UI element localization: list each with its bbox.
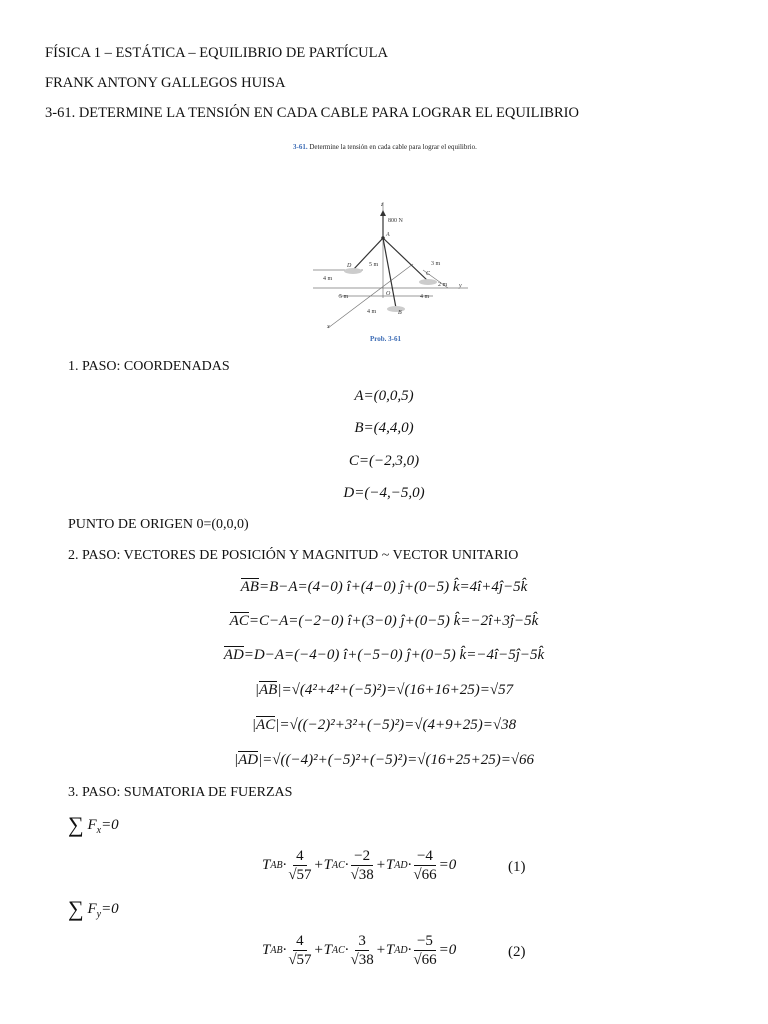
step-2-heading: 2. PASO: VECTORES DE POSICIÓN Y MAGNITUD ~ VECTOR UNITARIO bbox=[68, 548, 519, 563]
equation-2: T AB · 4 √57 + T AC · 3 √38 + T AD · $\frac{-5}{√66}$ =0 bbox=[262, 933, 457, 968]
dim-label-4: 2 m bbox=[438, 282, 448, 288]
magnitude-ac: |AC|=√((−2)²+3²+(−5)²)=√(4+9+25)=√38 bbox=[251, 717, 517, 733]
magnitude-ac-expr: |=√((−2)²+3²+(−5)²)=√(4+9+25)=√38 bbox=[275, 717, 517, 733]
author-name: FRANK ANTONY GALLEGOS HUISA bbox=[45, 75, 286, 91]
dim-label-3: 3 m bbox=[431, 261, 441, 267]
coord-b: B=(4,4,0) bbox=[354, 420, 414, 436]
equation-1-tag: (1) bbox=[508, 859, 526, 875]
dim-label-2: 5 m bbox=[369, 262, 379, 268]
step-1-heading: 1. PASO: COORDENADAS bbox=[68, 359, 230, 374]
figure-diagram bbox=[283, 138, 488, 350]
dim-label-6: 4 m bbox=[420, 294, 430, 300]
axis-label-y: y bbox=[459, 283, 462, 289]
point-label-a: A bbox=[386, 232, 390, 238]
figure-caption-text: Determine la tensión en cada cable para lograr el equilibrio. bbox=[309, 143, 477, 151]
dim-label-7: 4 m bbox=[367, 309, 377, 315]
point-label-c: C bbox=[426, 271, 431, 277]
origin-point: PUNTO DE ORIGEN 0=(0,0,0) bbox=[68, 517, 249, 532]
equation-1: T AB · 4 √57 + T AC · −2 √38 + T AD · $\frac{-4}{√66}$ =0 bbox=[262, 848, 457, 883]
vector-ac: AC=C−A=(−2−0) î+(3−0) ĵ+(0−5) k̂=−2î+3ĵ−5k̂ bbox=[229, 613, 539, 629]
equation-2-tag: (2) bbox=[508, 944, 526, 960]
magnitude-ad: |AD|=√((−4)²+(−5)²+(−5)²)=√(16+25+25)=√66 bbox=[233, 752, 535, 768]
doc-title: FÍSICA 1 – ESTÁTICA – EQUILIBRIO DE PARTÍCULA bbox=[45, 45, 388, 61]
coord-d: D=(−4,−5,0) bbox=[343, 485, 425, 501]
vector-ad: AD=D−A=(−4−0) î+(−5−0) ĵ+(0−5) k̂=−4î−5ĵ−5k̂ bbox=[223, 647, 545, 663]
point-label-d: D bbox=[347, 263, 352, 269]
point-label-b: B bbox=[398, 310, 402, 316]
dim-label-5: 5 m bbox=[339, 294, 349, 300]
vector-ac-expr: =C−A=(−2−0) î+(3−0) ĵ+(0−5) k̂=−2î+3ĵ−5k̂ bbox=[248, 613, 539, 629]
vector-ab-expr: =B−A=(4−0) î+(4−0) ĵ+(0−5) k̂=4î+4ĵ−5k̂ bbox=[258, 579, 528, 595]
vector-ad-expr: =D−A=(−4−0) î+(−5−0) ĵ+(0−5) k̂=−4î−5ĵ−5k̂ bbox=[243, 647, 545, 663]
problem-figure bbox=[283, 138, 488, 350]
axis-label-x: x bbox=[327, 324, 330, 330]
magnitude-ab: |AB|=√(4²+4²+(−5)²)=√(16+16+25)=√57 bbox=[254, 682, 514, 698]
axis-label-z: z bbox=[381, 202, 384, 208]
magnitude-ab-expr: |=√(4²+4²+(−5)²)=√(16+16+25)=√57 bbox=[277, 682, 514, 698]
figure-label: Prob. 3-61 bbox=[370, 335, 401, 343]
dim-label-1: 4 m bbox=[323, 276, 333, 282]
problem-statement: 3-61. DETERMINE LA TENSIÓN EN CADA CABLE PARA LOGRAR EL EQUILIBRIO bbox=[45, 105, 579, 121]
vector-ab: AB=B−A=(4−0) î+(4−0) ĵ+(0−5) k̂=4î+4ĵ−5k̂ bbox=[240, 579, 528, 595]
sum-fx: ∑ $F_x=0$ bbox=[68, 812, 119, 837]
coord-c: C=(−2,3,0) bbox=[348, 453, 420, 469]
coord-a: A=(0,0,5) bbox=[354, 388, 414, 404]
figure-caption-number: 3-61. bbox=[293, 143, 308, 151]
step-3-heading: 3. PASO: SUMATORIA DE FUERZAS bbox=[68, 785, 293, 800]
sum-fy: ∑ $F_y=0$ bbox=[68, 896, 119, 921]
point-label-o: O bbox=[386, 291, 391, 297]
force-label: 800 N bbox=[388, 218, 403, 224]
magnitude-ad-expr: |=√((−4)²+(−5)²+(−5)²)=√(16+25+25)=√66 bbox=[258, 752, 535, 768]
